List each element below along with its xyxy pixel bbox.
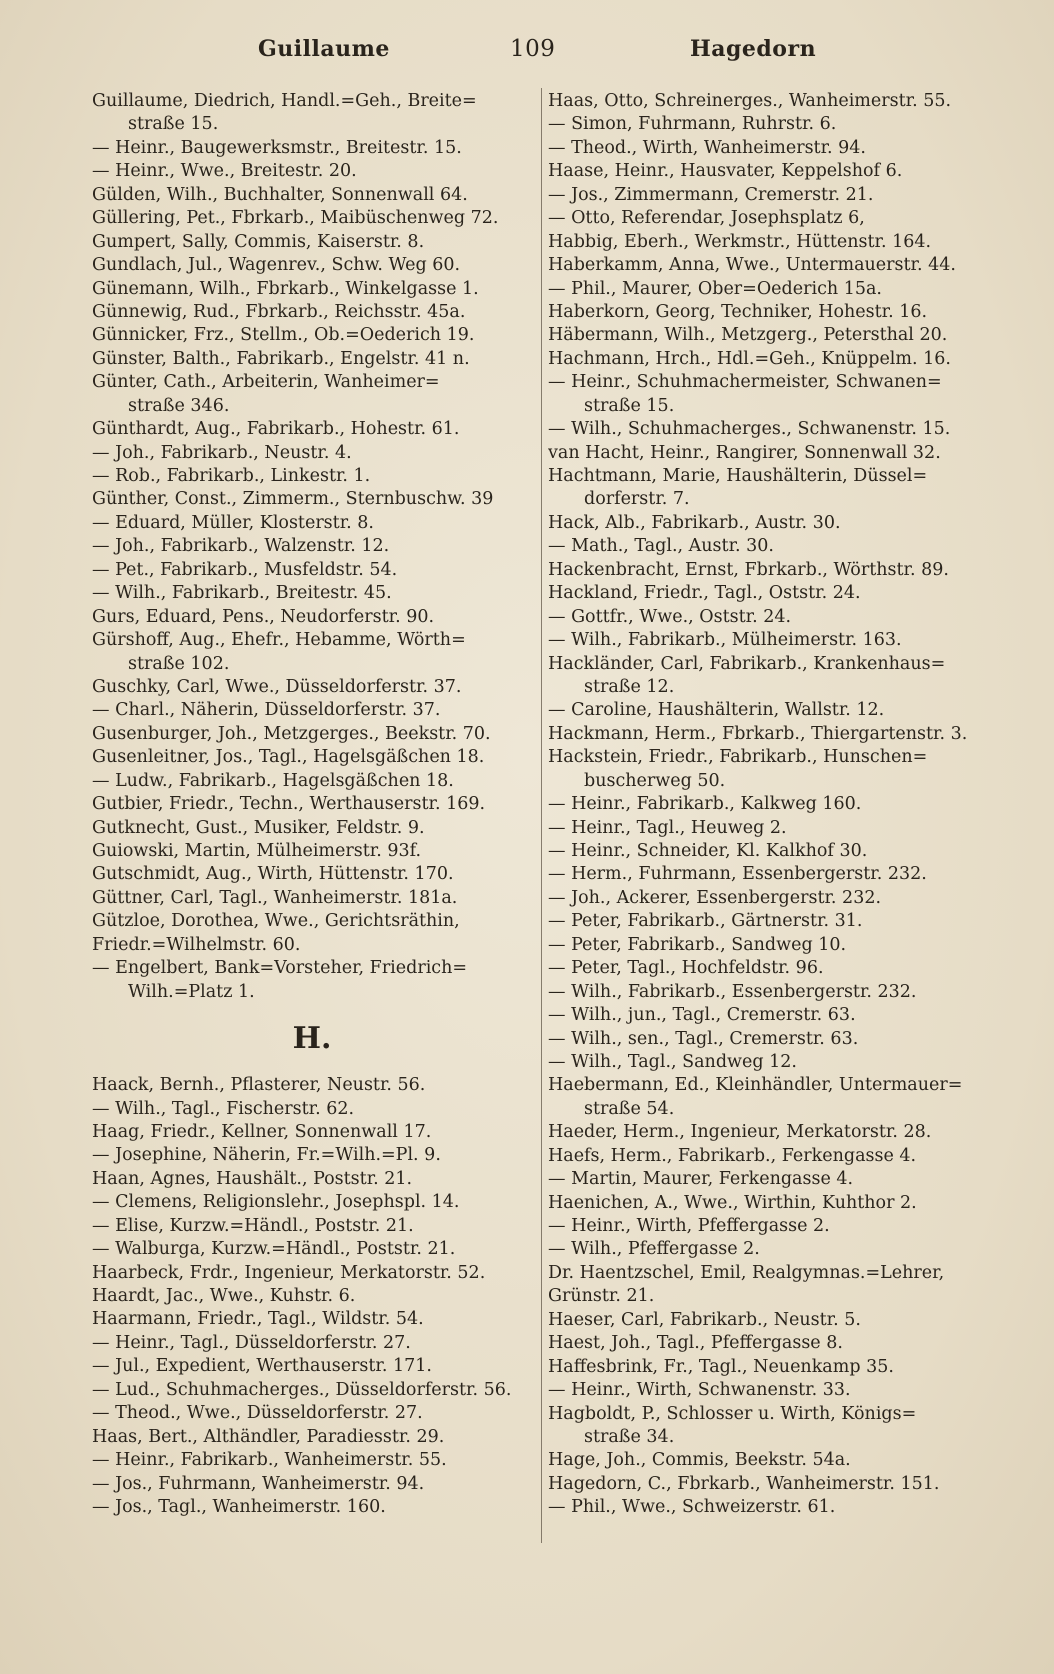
directory-entry-line: — Jos., Tagl., Wanheimerstr. 160. — [92, 1496, 386, 1517]
directory-entry-line: straße 102. — [128, 653, 230, 674]
directory-entry-line: — Joh., Fabrikarb., Neustr. 4. — [92, 442, 352, 463]
directory-entry-line: Hackländer, Carl, Fabrikarb., Krankenhaus= — [548, 653, 946, 674]
directory-entry-line: Haeder, Herm., Ingenieur, Merkatorstr. 28. — [548, 1122, 932, 1143]
section-letter: H. — [292, 1021, 332, 1057]
directory-entry-line: Günthardt, Aug., Fabrikarb., Hohestr. 61. — [92, 419, 460, 440]
directory-entry-line: — Math., Tagl., Austr. 30. — [548, 536, 774, 557]
directory-entry-line: Haest, Joh., Tagl., Pfeffergasse 8. — [548, 1333, 843, 1354]
directory-entry-line: — Phil., Maurer, Ober=Oederich 15a. — [548, 278, 882, 299]
directory-entry-line: — Heinr., Tagl., Heuweg 2. — [548, 817, 787, 838]
directory-entry-line: — Wilh., sen., Tagl., Cremerstr. 63. — [548, 1028, 859, 1049]
directory-entry-line: — Wilh., Fabrikarb., Breitestr. 45. — [92, 583, 392, 604]
directory-entry-line: Haffesbrink, Fr., Tagl., Neuenkamp 35. — [548, 1356, 894, 1377]
directory-entry-line: Haack, Bernh., Pflasterer, Neustr. 56. — [92, 1075, 426, 1096]
directory-entry-line: Gumpert, Sally, Commis, Kaiserstr. 8. — [92, 231, 425, 252]
directory-entry-line: Günther, Const., Zimmerm., Sternbuschw. 39 — [92, 489, 494, 510]
directory-entry-line: — Peter, Fabrikarb., Gärtnerstr. 31. — [548, 911, 863, 932]
directory-entry-line: buscherweg 50. — [584, 770, 726, 791]
directory-entry-line: straße 34. — [584, 1426, 675, 1447]
directory-entry-line: — Heinr., Wirth, Pfeffergasse 2. — [548, 1216, 830, 1236]
directory-entry-line: Hachtmann, Marie, Haushälterin, Düssel= — [548, 466, 928, 486]
directory-entry-line: — Jos., Zimmermann, Cremerstr. 21. — [548, 184, 874, 205]
directory-entry-line: — Gottfr., Wwe., Oststr. 24. — [548, 606, 792, 627]
directory-entry-line: Gurs, Eduard, Pens., Neudorferstr. 90. — [92, 606, 435, 627]
directory-entry-line: — Heinr., Schneider, Kl. Kalkhof 30. — [548, 841, 868, 861]
directory-entry-line: — Wilh., Tagl., Sandweg 12. — [548, 1051, 797, 1072]
directory-entry-line: Haag, Friedr., Kellner, Sonnenwall 17. — [92, 1121, 432, 1142]
directory-entry-line: — Walburga, Kurzw.=Händl., Poststr. 21. — [92, 1239, 456, 1260]
directory-entry-line: Gundlach, Jul., Wagenrev., Schw. Weg 60. — [92, 255, 461, 276]
directory-entry-line: straße 54. — [584, 1098, 675, 1119]
header-left-keyword: Guillaume — [258, 36, 390, 62]
directory-entry-line: — Theod., Wwe., Düsseldorferstr. 27. — [92, 1403, 423, 1424]
directory-entry-line: straße 12. — [584, 676, 675, 697]
directory-entry-line: Guiowski, Martin, Mülheimerstr. 93f. — [92, 841, 422, 861]
directory-entry-line: Gusenleitner, Jos., Tagl., Hagelsgäßchen 18. — [92, 747, 485, 768]
directory-entry-line: Güttner, Carl, Tagl., Wanheimerstr. 181a. — [92, 887, 458, 908]
right-column — [548, 90, 1018, 1520]
directory-entry-line: — Herm., Fuhrmann, Essenbergerstr. 232. — [548, 864, 927, 885]
directory-entry-line: Gutknecht, Gust., Musiker, Feldstr. 9. — [92, 817, 425, 838]
directory-entry-line: Wilh.=Platz 1. — [128, 981, 255, 1002]
directory-entry-line: Haenichen, A., Wwe., Wirthin, Kuhthor 2. — [548, 1192, 917, 1213]
directory-entry-line: Häbermann, Wilh., Metzgerg., Petersthal 20. — [548, 325, 948, 346]
directory-entry-line: Güllering, Pet., Fbrkarb., Maibüschenweg 72. — [92, 208, 499, 229]
directory-entry-line: Gusenburger, Joh., Metzgerges., Beekstr. 70. — [92, 723, 491, 744]
directory-entry-line: Haberkamm, Anna, Wwe., Untermauerstr. 44. — [548, 255, 956, 276]
directory-entry-line: straße 15. — [128, 114, 219, 135]
directory-entry-line: straße 15. — [584, 395, 675, 416]
directory-entry-line: — Heinr., Schuhmachermeister, Schwanen= — [548, 372, 942, 393]
directory-entry-line: straße 346. — [128, 395, 230, 416]
directory-entry-line: Gutbier, Friedr., Techn., Werthauserstr. 169. — [92, 794, 486, 815]
directory-entry-line: Hachmann, Hrch., Hdl.=Geh., Knüppelm. 16. — [548, 348, 951, 369]
directory-entry-line: Dr. Haentzschel, Emil, Realgymnas.=Lehrer, — [548, 1262, 945, 1283]
directory-entry-line: — Heinr., Tagl., Düsseldorferstr. 27. — [92, 1332, 411, 1353]
directory-entry-line: Hackstein, Friedr., Fabrikarb., Hunschen= — [548, 747, 928, 768]
directory-entry-line: — Joh., Ackerer, Essenbergerstr. 232. — [548, 887, 882, 908]
directory-entry-line: Gutschmidt, Aug., Wirth, Hüttenstr. 170. — [92, 864, 454, 885]
directory-entry-line: Haarmann, Friedr., Tagl., Wildstr. 54. — [92, 1309, 424, 1330]
directory-entry-line: — Heinr., Baugewerksmstr., Breitestr. 15. — [92, 137, 462, 158]
directory-entry-line: Haas, Bert., Althändler, Paradiesstr. 29. — [92, 1426, 445, 1447]
directory-entry-line: Haas, Otto, Schreinerges., Wanheimerstr. 55. — [548, 91, 952, 111]
directory-entry-line: Hage, Joh., Commis, Beekstr. 54a. — [548, 1450, 851, 1471]
directory-entry-line: — Wilh., Fabrikarb., Essenbergerstr. 232. — [548, 981, 917, 1002]
directory-entry-line: — Charl., Näherin, Düsseldorferstr. 37. — [92, 700, 441, 721]
directory-entry-line: Grünstr. 21. — [548, 1286, 655, 1307]
directory-entry-line: — Pet., Fabrikarb., Musfeldstr. 54. — [92, 559, 398, 580]
directory-entry-line: — Rob., Fabrikarb., Linkestr. 1. — [92, 466, 371, 486]
directory-entry-line: — Wilh., jun., Tagl., Cremerstr. 63. — [548, 1005, 856, 1026]
column-divider — [541, 88, 542, 1543]
directory-entry-line: — Martin, Maurer, Ferkengasse 4. — [548, 1169, 854, 1190]
directory-entry-line: Friedr.=Wilhelmstr. 60. — [92, 934, 301, 955]
directory-entry-line: Günter, Cath., Arbeiterin, Wanheimer= — [92, 372, 440, 393]
directory-entry-line: Gülden, Wilh., Buchhalter, Sonnenwall 64. — [92, 184, 468, 205]
directory-entry-line: — Elise, Kurzw.=Händl., Poststr. 21. — [92, 1215, 414, 1236]
directory-entry-line: — Peter, Fabrikarb., Sandweg 10. — [548, 934, 847, 955]
directory-entry-line: Hack, Alb., Fabrikarb., Austr. 30. — [548, 512, 841, 533]
directory-entry-line: Haan, Agnes, Haushält., Poststr. 21. — [92, 1168, 413, 1189]
directory-entry-line: Haase, Heinr., Hausvater, Keppelshof 6. — [548, 161, 903, 182]
directory-entry-line: — Engelbert, Bank=Vorsteher, Friedrich= — [92, 958, 468, 979]
directory-entry-line: — Eduard, Müller, Klosterstr. 8. — [92, 512, 374, 533]
directory-entry-line: — Heinr., Fabrikarb., Wanheimerstr. 55. — [92, 1450, 447, 1471]
directory-entry-line: — Lud., Schuhmacherges., Düsseldorferstr. 56. — [92, 1379, 512, 1400]
directory-entry-line: — Caroline, Haushälterin, Wallstr. 12. — [548, 700, 885, 721]
directory-entry-line: — Josephine, Näherin, Fr.=Wilh.=Pl. 9. — [92, 1145, 441, 1166]
directory-entry-line: Haarbeck, Frdr., Ingenieur, Merkatorstr. 52. — [92, 1262, 486, 1283]
directory-entry-line: — Heinr., Wirth, Schwanenstr. 33. — [548, 1380, 851, 1401]
directory-entry-line: Günnicker, Frz., Stellm., Ob.=Oederich 19. — [92, 325, 475, 346]
directory-entry-line: — Theod., Wirth, Wanheimerstr. 94. — [548, 137, 866, 158]
directory-entry-line: Haebermann, Ed., Kleinhändler, Untermauer= — [548, 1075, 963, 1096]
directory-entry-line: Guillaume, Diedrich, Handl.=Geh., Breite= — [92, 91, 477, 111]
directory-entry-line: — Otto, Referendar, Josephsplatz 6, — [548, 208, 865, 229]
directory-entry-line: — Wilh., Tagl., Fischerstr. 62. — [92, 1098, 355, 1119]
directory-entry-line: van Hacht, Heinr., Rangirer, Sonnenwall 32. — [548, 442, 941, 463]
directory-entry-line: — Heinr., Fabrikarb., Kalkweg 160. — [548, 794, 862, 815]
directory-entry-line: Haeser, Carl, Fabrikarb., Neustr. 5. — [548, 1309, 861, 1330]
directory-entry-line: Hackenbracht, Ernst, Fbrkarb., Wörthstr. 89. — [548, 559, 949, 580]
left-column — [92, 90, 532, 1519]
directory-entry-line: — Simon, Fuhrmann, Ruhrstr. 6. — [548, 114, 837, 135]
directory-entry-line: Hackland, Friedr., Tagl., Oststr. 24. — [548, 583, 861, 604]
directory-entry-line: Haardt, Jac., Wwe., Kuhstr. 6. — [92, 1286, 356, 1306]
directory-entry-line: Hagboldt, P., Schlosser u. Wirth, Königs= — [548, 1403, 917, 1424]
directory-entry-line: — Wilh., Fabrikarb., Mülheimerstr. 163. — [548, 630, 902, 651]
page-header — [0, 36, 1054, 76]
directory-entry-line: — Phil., Wwe., Schweizerstr. 61. — [548, 1497, 836, 1518]
directory-entry-line: — Clemens, Religionslehr., Josephspl. 14. — [92, 1192, 460, 1213]
directory-entry-line: Günnewig, Rud., Fbrkarb., Reichsstr. 45a. — [92, 301, 466, 322]
directory-entry-line: Gützloe, Dorothea, Wwe., Gerichtsräthin, — [92, 911, 460, 932]
directory-entry-line: — Wilh., Pfeffergasse 2. — [548, 1239, 760, 1260]
directory-entry-line: — Joh., Fabrikarb., Walzenstr. 12. — [92, 536, 390, 557]
page-number: 109 — [510, 36, 556, 62]
directory-entry-line: — Wilh., Schuhmacherges., Schwanenstr. 15. — [548, 419, 951, 440]
directory-entry-line: Gürshoff, Aug., Ehefr., Hebamme, Wörth= — [92, 630, 466, 651]
directory-entry-line: Guschky, Carl, Wwe., Düsseldorferstr. 37. — [92, 676, 462, 697]
directory-entry-line: Günster, Balth., Fabrikarb., Engelstr. 41 n. — [92, 348, 470, 369]
directory-entry-line: Habbig, Eberh., Werkmstr., Hüttenstr. 164. — [548, 231, 932, 252]
directory-entry-line: — Jul., Expedient, Werthauserstr. 171. — [92, 1356, 432, 1377]
directory-entry-line: Günemann, Wilh., Fbrkarb., Winkelgasse 1. — [92, 278, 479, 299]
directory-entry-line: Haefs, Herm., Fabrikarb., Ferkengasse 4. — [548, 1145, 917, 1166]
directory-entry-line: — Ludw., Fabrikarb., Hagelsgäßchen 18. — [92, 770, 454, 791]
directory-entry-line: — Peter, Tagl., Hochfeldstr. 96. — [548, 958, 824, 979]
directory-entry-line: dorferstr. 7. — [584, 489, 690, 510]
header-right-keyword: Hagedorn — [690, 36, 817, 62]
directory-entry-line: Hackmann, Herm., Fbrkarb., Thiergartenstr. 3. — [548, 723, 968, 744]
directory-entry-line: Hagedorn, C., Fbrkarb., Wanheimerstr. 151. — [548, 1473, 940, 1494]
directory-entry-line: — Heinr., Wwe., Breitestr. 20. — [92, 161, 357, 182]
directory-entry-line: Haberkorn, Georg, Techniker, Hohestr. 16. — [548, 301, 928, 322]
directory-entry-line: — Jos., Fuhrmann, Wanheimerstr. 94. — [92, 1473, 425, 1494]
